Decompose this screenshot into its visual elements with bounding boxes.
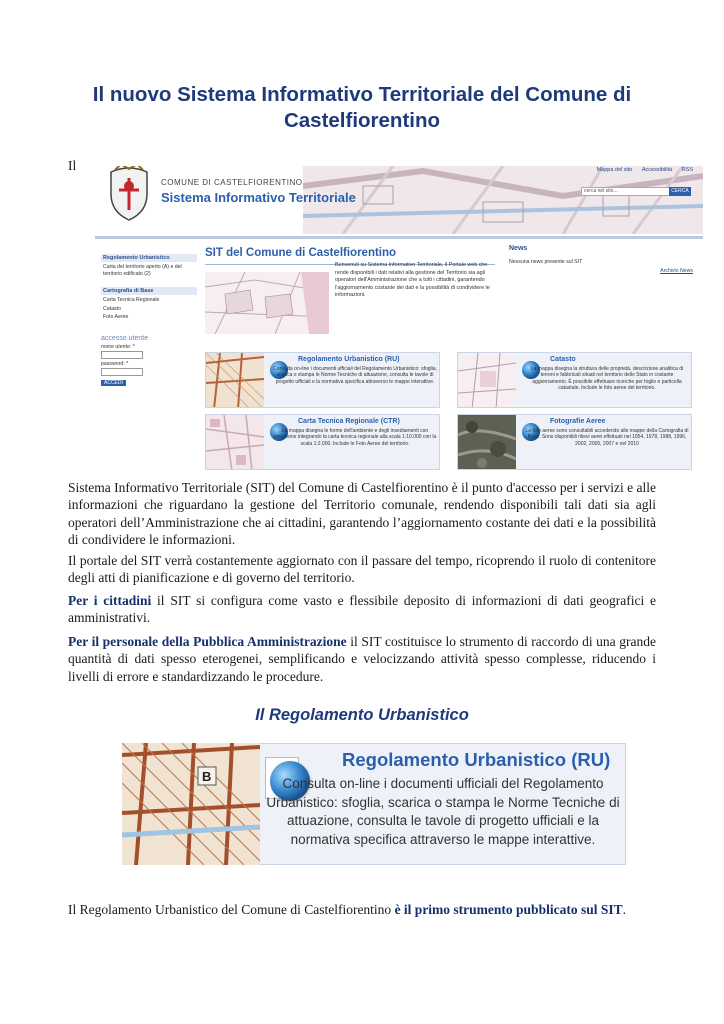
paragraph-portale: Il portale del SIT verrà costantemente aggiornato con il passare del tempo, ricoprendo il ruolo di contenitore degli atti di pianificazione e di governo del territorio.	[68, 553, 656, 586]
section-heading: Il Regolamento Urbanistico	[255, 706, 469, 724]
portal-divider	[95, 236, 703, 239]
sidebar-item-ctr[interactable]: Carta Tecnica Regionale	[103, 297, 160, 303]
aerial-photo-thumb	[458, 415, 516, 470]
sidebar-item-carta-territorio[interactable]: Carta del territorio aperto (A) e del territorio edificato (2)	[103, 264, 182, 277]
zoom-card-title: Regolamento Urbanistico (RU)	[342, 749, 611, 770]
card-title: Carta Tecnica Regionale (CTR)	[298, 418, 400, 425]
card-ctr[interactable]	[205, 414, 440, 470]
portal-screenshot	[95, 152, 703, 470]
sidebar-section-cartografia: Cartografia di Base	[101, 287, 197, 295]
username-label: nome utente: *	[101, 343, 135, 350]
pa-text: il SIT costituisce lo strumento di raccordo di una grande quantità di dati spesso eterogenei, semplificando e velocizzando attività spesso complesse, riducendo i livelli di errore e standardizzando le procedure.	[68, 634, 656, 684]
cadastral-map-image	[205, 272, 329, 334]
portal-header	[95, 152, 703, 234]
paragraph-sit-intro: Sistema Informativo Territoriale (SIT) del Comune di Castelfiorentino è il punto d'accesso per i servizi e alle informazioni che riguardano la gestione del Territorio comunale, rendendo disponibili tali dati sia agli operatori dell’Amministrazione che ai cittadini, garantendo l’aggiornamento costante dei dati e la possibilità di condividere le informazioni.	[68, 480, 656, 547]
portal-top-links	[589, 167, 693, 173]
news-body: Nessuna news presente sul SIT	[509, 259, 583, 265]
pa-bold: Per il personale della Pubblica Amministrazione	[68, 634, 347, 649]
link-accessibility[interactable]: Accessibilità	[641, 167, 673, 173]
password-label: password: *	[101, 360, 129, 367]
card-text: Consulta on-line i documenti ufficiali del Regolamento Urbanistico: sfoglia, scarica o stampa le Norme Tecniche di attuazione, consulta le tavole di progetto ufficiali e la normativa specifica attraverso le mappe interattive.	[273, 366, 437, 385]
portal-search-input[interactable]: cerca nel sito...	[581, 187, 691, 196]
card-title: Fotografie Aeree	[550, 418, 606, 425]
access-title: accesso utente	[101, 334, 149, 342]
ru-first-end: .	[622, 902, 626, 917]
link-rss[interactable]: RSS	[681, 167, 693, 173]
card-title: Regolamento Urbanistico (RU)	[298, 356, 400, 363]
username-input[interactable]	[101, 351, 143, 359]
header-map-strip	[303, 166, 703, 234]
document-title: Il nuovo Sistema Informativo Territoriale del Comune di Castelfiorentino	[92, 83, 632, 132]
paragraph-pa	[68, 633, 656, 685]
portal-main-title: SIT del Comune di Castelfiorentino	[205, 247, 397, 259]
portal-welcome-text: Benvenuti su Sistema Informativo Territoriale, il Portale web che rende disponibili i dati relativi alla gestione del Territorio sia agli operatori dell'Amministrazione che a tutti i cittadini, garantendo l'aggiornamento costante dei dati e la possibilità di condividere le informazioni.	[335, 262, 490, 299]
card-foto-aeree[interactable]	[457, 414, 692, 470]
card-text: Le foto aeree sono consultabili accedendo alle mappe della Cartografia di Base. Sono disponibili rilievi aerei effettuati nel 1954, 1978, 1988, 1996, 2002, 2005, 2007 e nel 2010	[525, 428, 689, 447]
card-title: Catasto	[550, 356, 576, 363]
ru-first-bold: è il primo strumento pubblicato sul SIT	[394, 902, 623, 917]
ru-map-zoom-image	[122, 743, 260, 865]
card-text: La mappa disegna le forme dell'ambiente e degli insediamenti con precisione integrando la carta tecnica regionale alla scala 1:10.000 con la scala 1:2.000. Include le Foto Aeree del territorio.	[273, 428, 437, 447]
ru-map-thumb	[206, 353, 264, 408]
login-button[interactable]: ACCEDI	[101, 380, 126, 386]
paragraph-cittadini	[68, 592, 656, 627]
portal-sidebar	[101, 250, 197, 386]
catasto-map-thumb	[458, 353, 516, 408]
link-site-map[interactable]: Mappa del sito	[596, 167, 633, 173]
sidebar-item-foto-aeree[interactable]: Foto Aeree	[103, 314, 129, 320]
news-title: News	[509, 245, 528, 252]
news-archive-link[interactable]: Archivio News	[660, 268, 693, 274]
card-regolamento[interactable]	[205, 352, 440, 408]
paragraph-ru-first	[68, 901, 656, 918]
cittadini-bold: Per i cittadini	[68, 593, 152, 608]
sidebar-item-catasto[interactable]: Catasto	[103, 305, 121, 312]
sidebar-section-ru: Regolamento Urbanistico	[101, 254, 197, 262]
portal-header-title: Sistema Informativo Territoriale	[161, 190, 356, 205]
portal-search-button[interactable]: CERCA	[669, 187, 691, 196]
card-catasto[interactable]	[457, 352, 692, 408]
zoomed-ru-card	[108, 729, 634, 879]
comune-crest-icon	[107, 166, 151, 222]
card-text: La mappa disegna la struttura delle proprietà, descrizione analitica di terreni e fabbricati situati nel territorio dello Stato in costante aggiornamento. È possibile effettuare ricerche per foglio e particella catastale. Include le foto aeree del territorio.	[530, 366, 684, 391]
password-input[interactable]	[101, 368, 143, 376]
portal-comune-label: COMUNE DI CASTELFIORENTINO	[161, 178, 303, 187]
zoom-card-text: Consulta on-line i documenti ufficiali del Regolamento Urbanistico: sfoglia, scarica o stampa le Norme Tecniche di attuazione, consulta le tavole di progetto ufficiali e la normativa specifica attraverso le mappe interattive.	[266, 776, 620, 847]
svg-text:B: B	[202, 769, 212, 784]
cittadini-text: il SIT si configura come vasto e flessibile deposito di informazioni di dati geografici e amministrativi.	[68, 593, 656, 626]
lead-word: Il	[68, 158, 77, 173]
ctr-map-thumb	[206, 415, 264, 470]
ru-first-start: Il Regolamento Urbanistico del Comune di Castelfiorentino	[68, 902, 395, 917]
